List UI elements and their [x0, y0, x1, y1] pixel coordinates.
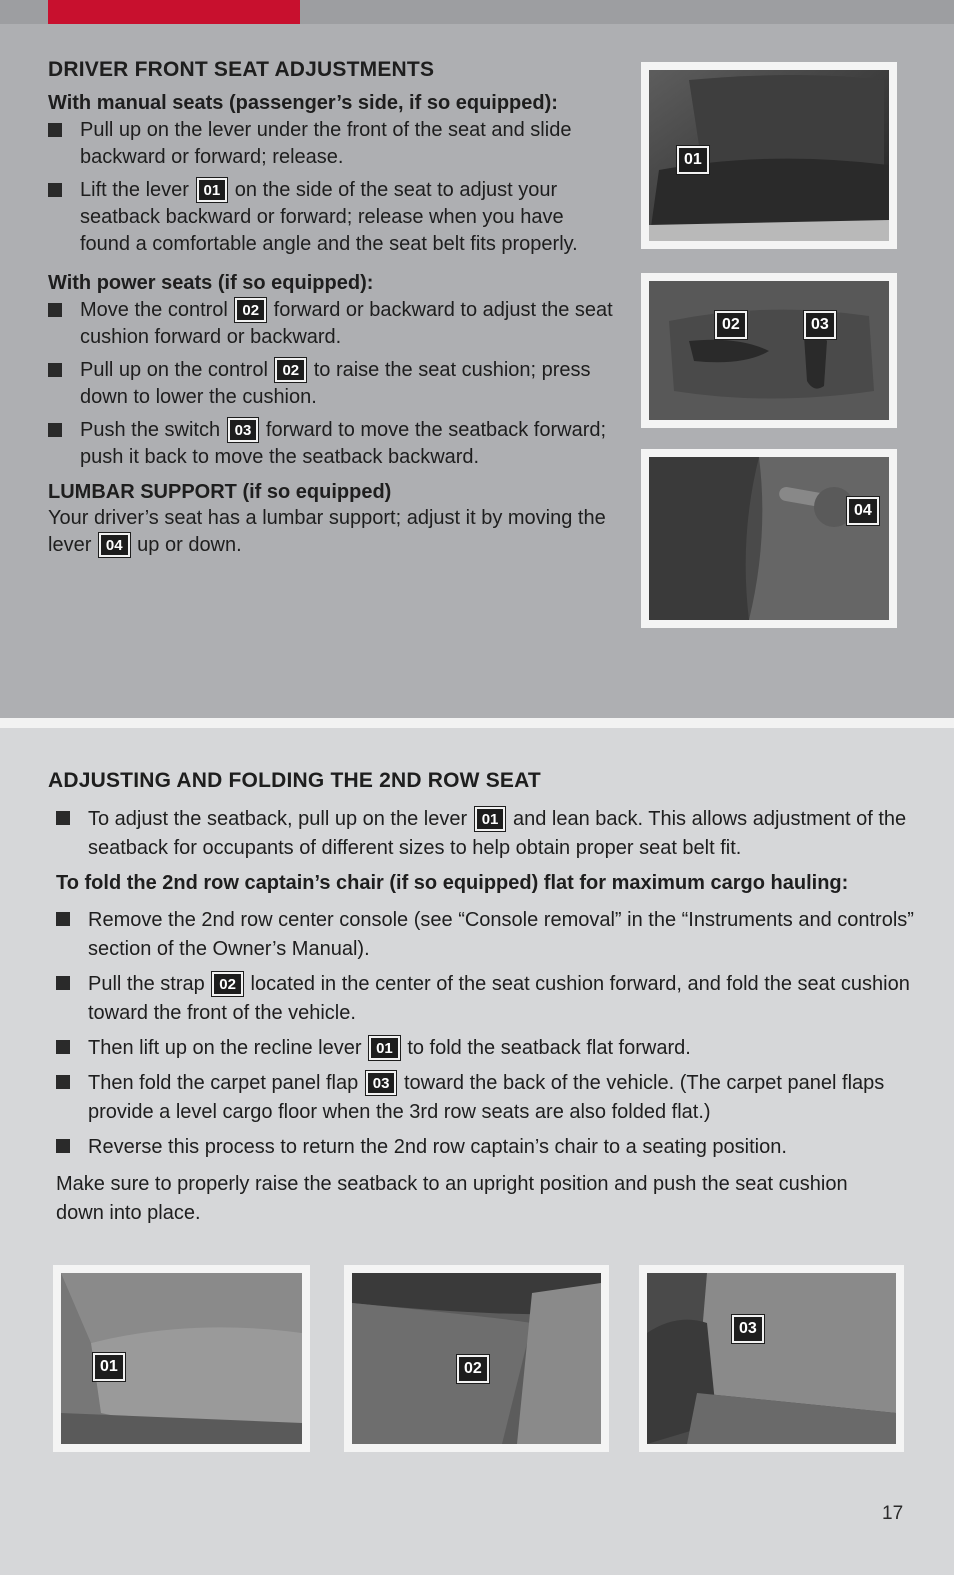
list-item: Then fold the carpet panel flap 03 toward the back of the vehicle. (The carpet panel flaps provide a level cargo floor when the 3rd row seats are also folded flat.) — [56, 1069, 918, 1127]
photo-badge: 03 — [732, 1315, 764, 1343]
page-number: 17 — [882, 1503, 904, 1524]
carpet-flap-image — [647, 1273, 896, 1444]
bullet-square-icon — [48, 123, 62, 137]
list-item: To adjust the seatback, pull up on the lever 01 and lean back. This allows adjustment of the seatback for occupants of different sizes to help obtain proper seat belt fit. — [56, 805, 918, 863]
bullet-square-icon — [48, 423, 62, 437]
list-item: Reverse this process to return the 2nd row captain’s chair to a seating position. — [56, 1133, 918, 1162]
top-bar — [0, 0, 954, 24]
photo-badge: 02 — [457, 1355, 489, 1383]
list-item: Then lift up on the recline lever 01 to fold the seatback flat forward. — [56, 1034, 918, 1063]
power-seats-heading: With power seats (if so equipped): — [48, 272, 374, 294]
callout-badge: 02 — [235, 298, 266, 322]
photo-carpet-flap — [639, 1265, 904, 1452]
list-item: Pull up on the control 02 to raise the seat cushion; press down to lower the cushion. — [48, 357, 620, 411]
lumbar-text: Your driver’s seat has a lumbar support; adjust it by moving the lever 04 up or down. — [48, 507, 606, 556]
bullet-square-icon — [56, 1075, 70, 1089]
bullet-square-icon — [56, 976, 70, 990]
cushion-strap-image — [352, 1273, 601, 1444]
bullet-square-icon — [56, 1139, 70, 1153]
callout-badge: 01 — [475, 807, 506, 831]
section-title: DRIVER FRONT SEAT ADJUSTMENTS — [48, 58, 435, 81]
section-divider — [0, 718, 954, 728]
section-title: ADJUSTING AND FOLDING THE 2ND ROW SEAT — [48, 769, 541, 792]
list-item: Push the switch 03 forward to move the seatback forward; push it back to move the seatback backward. — [48, 417, 620, 471]
bullet-square-icon — [48, 363, 62, 377]
photo-badge: 04 — [847, 497, 879, 525]
lumbar-heading: LUMBAR SUPPORT (if so equipped) — [48, 481, 392, 503]
bullet-square-icon — [56, 811, 70, 825]
manual-seats-heading: With manual seats (passenger’s side, if so equipped): — [48, 92, 558, 114]
bullet-square-icon — [56, 912, 70, 926]
callout-badge: 01 — [369, 1036, 400, 1060]
closing-paragraph: Make sure to properly raise the seatback to an upright position and push the seat cushion down into place. — [56, 1173, 848, 1224]
bullet-square-icon — [56, 1040, 70, 1054]
photo-badge: 03 — [804, 311, 836, 339]
callout-badge: 01 — [197, 178, 228, 202]
lumbar-lever-image — [649, 457, 889, 620]
list-item: Pull the strap 02 located in the center of the seat cushion forward, and fold the seat cushion toward the front of the vehicle. — [56, 970, 918, 1028]
section1-text — [48, 58, 620, 559]
list-item: Move the control 02 forward or backward to adjust the seat cushion forward or backward. — [48, 297, 628, 351]
callout-badge: 02 — [212, 972, 243, 996]
callout-badge: 03 — [366, 1071, 397, 1095]
list-item: Pull up on the lever under the front of the seat and slide backward or forward; release. — [48, 117, 620, 171]
callout-badge: 03 — [228, 418, 259, 442]
recline-lever-image — [61, 1273, 302, 1444]
photo-cushion-strap — [344, 1265, 609, 1452]
bullet-square-icon — [48, 183, 62, 197]
callout-badge: 04 — [99, 533, 130, 557]
photo-power-switches — [641, 273, 897, 428]
list-item: Lift the lever 01 on the side of the seat to adjust your seatback backward or forward; release when you have found a comfortable angle and the seat belt fits properly. — [48, 177, 620, 258]
section2-text — [48, 769, 918, 1228]
callout-badge: 02 — [275, 358, 306, 382]
photo-lumbar-lever — [641, 449, 897, 628]
list-item: Remove the 2nd row center console (see “Console removal” in the “Instruments and controls” section of the Owner’s Manual). — [56, 906, 918, 964]
photo-badge: 01 — [93, 1353, 125, 1381]
photo-recline-lever — [53, 1265, 310, 1452]
bullet-square-icon — [48, 303, 62, 317]
photo-badge: 01 — [677, 146, 709, 174]
brand-accent-strip — [48, 0, 300, 24]
seat-lever-image — [649, 70, 889, 241]
power-switch-image — [649, 281, 889, 420]
fold-heading: To fold the 2nd row captain’s chair (if so equipped) flat for maximum cargo hauling: — [56, 872, 849, 894]
photo-badge: 02 — [715, 311, 747, 339]
photo-manual-lever — [641, 62, 897, 249]
